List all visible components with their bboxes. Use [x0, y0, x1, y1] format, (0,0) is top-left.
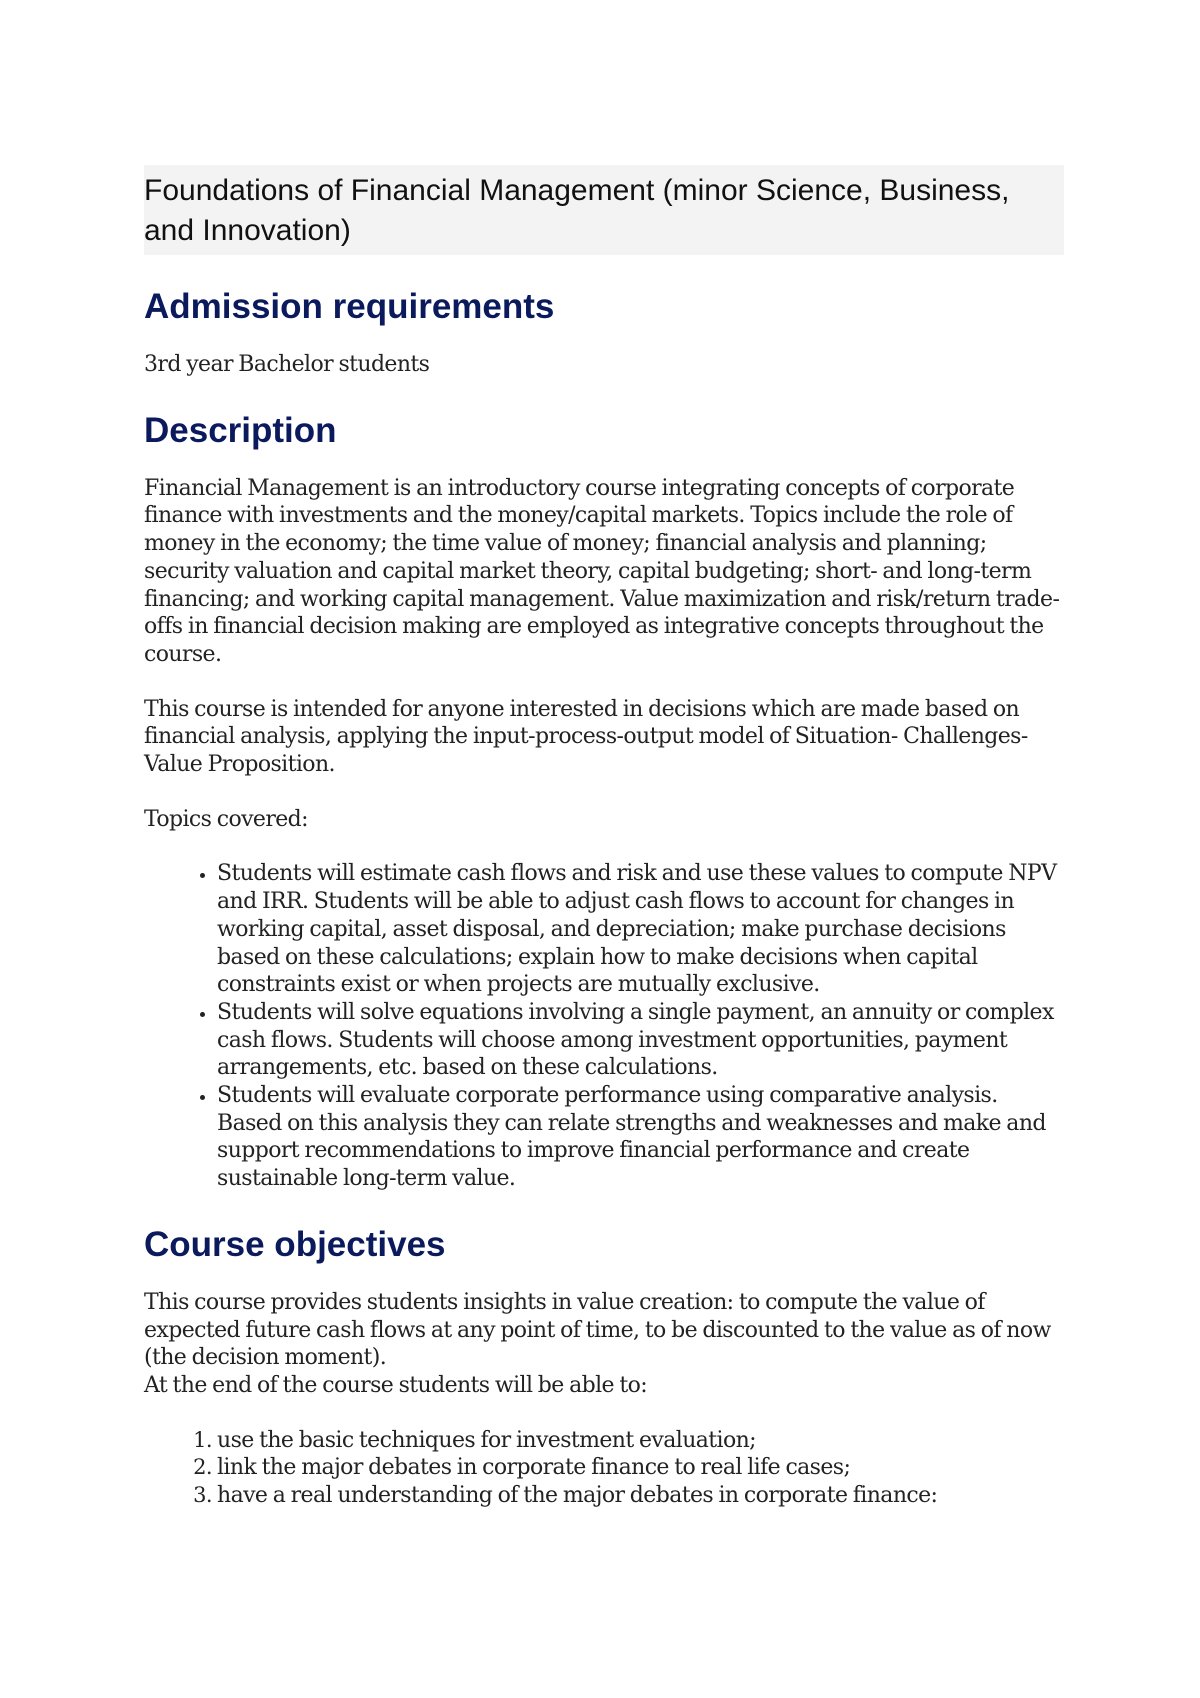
- topics-list: [144, 860, 1064, 1192]
- description-heading: Description: [144, 410, 337, 450]
- admission-heading: Admission requirements: [144, 287, 555, 326]
- title-box: [144, 165, 1064, 255]
- objective-item: 3. have a real understanding of the major debates in corporate finance:: [217, 1482, 1064, 1510]
- page-title: Foundations of Financial Management (minor Science, Business, and Innovation): [144, 174, 1010, 247]
- description-paragraph-1: Financial Management is an introductory course integrating concepts of corporate finance with investments and the money/capital markets. Topics include the role of money in the economy; the time value of money; financial analysis and planning; security valuation and capital market theory, capital budgeting; short- and long-term financing; and working capital management. Value maximization and risk/return trade-offs in financial decision making are employed as integrative concepts throughout the course.: [144, 475, 1060, 667]
- objective-item: 2. link the major debates in corporate finance to real life cases;: [217, 1454, 1064, 1482]
- objective-item: 1. use the basic techniques for investment evaluation;: [217, 1427, 1064, 1455]
- topics-intro: Topics covered:: [144, 806, 308, 832]
- document-page: [144, 165, 1064, 1537]
- topic-item: • Students will evaluate corporate performance using comparative analysis. Based on this analysis they can relate strengths and weaknesses and make and support recommendations to improve financial performance and create sustainable long-term value.: [217, 1082, 1064, 1193]
- objectives-paragraph-1: This course provides students insights in value creation: to compute the value of expected future cash flows at any point of time, to be discounted to the value as of now (the decision moment).: [144, 1289, 1051, 1371]
- objectives-heading: Course objectives: [144, 1224, 446, 1264]
- admission-text: 3rd year Bachelor students: [144, 352, 430, 377]
- topic-item: • Students will solve equations involving a single payment, an annuity or complex cash flows. Students will choose among investment opportunities, payment arrangements, etc. based on these calculations.: [217, 999, 1064, 1082]
- topic-item: • Students will estimate cash flows and risk and use these values to compute NPV and IRR. Students will be able to adjust cash flows to account for changes in working capital, asset disposal, and depreciation; make purchase decisions based on these calculations; explain how to make decisions when capital constraints exist or when projects are mutually exclusive.: [217, 860, 1064, 999]
- objectives-paragraph-2: At the end of the course students will be able to:: [144, 1372, 648, 1398]
- objectives-list: [144, 1427, 1064, 1510]
- description-paragraph-2: This course is intended for anyone interested in decisions which are made based on financial analysis, applying the input-process-output model of Situation- Challenges- Value Proposition.: [144, 696, 1028, 778]
